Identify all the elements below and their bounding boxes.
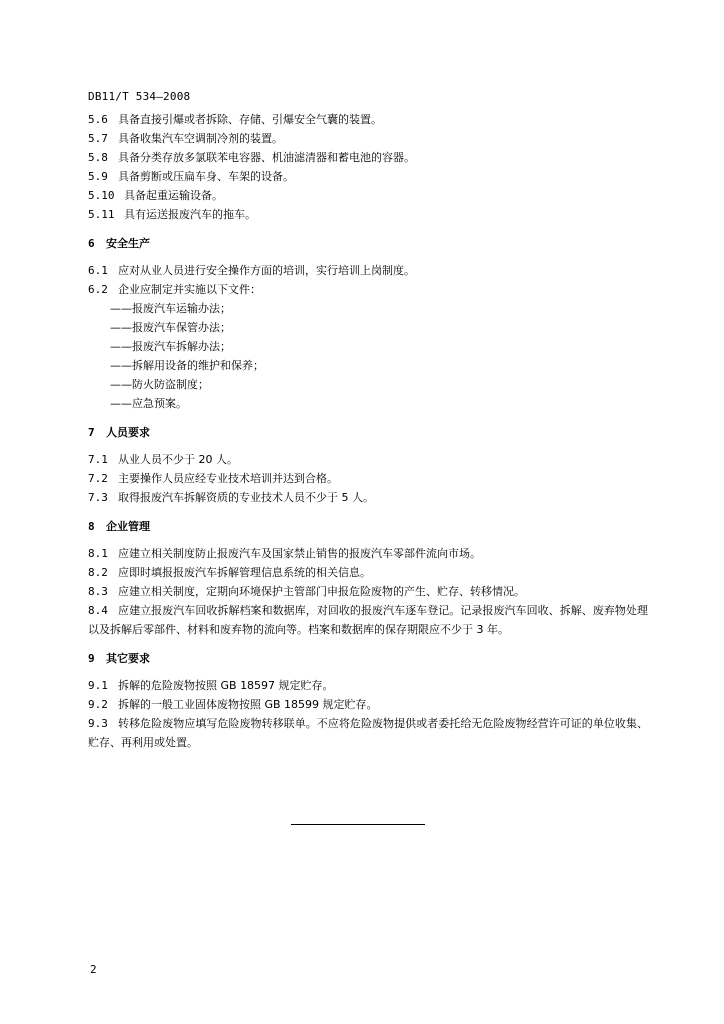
document-list-item: ——报废汽车拆解办法； — [110, 340, 231, 353]
clause-text: 具备分类存放多氯联苯电容器、机油滤清器和蓄电池的容器。 — [118, 151, 415, 164]
clause-8-4 — [88, 601, 648, 639]
section-title: 企业管理 — [106, 520, 150, 533]
clause-5-10 — [88, 186, 648, 205]
clause-6-1 — [88, 261, 648, 280]
clause-number: 5.10 — [88, 189, 115, 202]
end-of-document-rule — [291, 824, 425, 825]
document-list-item: ——报废汽车运输办法； — [110, 302, 231, 315]
clause-number: 9.2 — [88, 698, 108, 711]
clause-text: 拆解的一般工业固体废物按照 GB 18599 规定贮存。 — [118, 698, 378, 711]
clause-text: 应建立报废汽车回收拆解档案和数据库，对回收的报废汽车逐车登记。记录报废汽车回收、拆解、废弃物处理以及拆解后零部件、材料和废弃物的流向等。档案和数据库的保存期限应不少于 3 年。 — [88, 604, 648, 636]
clause-number: 8.2 — [88, 566, 108, 579]
section-number: 7 — [88, 426, 95, 439]
document-list-item: ——应急预案。 — [110, 397, 187, 410]
clause-number: 8.3 — [88, 585, 108, 598]
document-list-item: ——拆解用设备的维护和保养； — [110, 359, 264, 372]
clause-7-1 — [88, 450, 648, 469]
clause-8-2 — [88, 563, 648, 582]
clause-8-1 — [88, 544, 648, 563]
section-title: 安全生产 — [106, 237, 150, 250]
clause-number: 5.8 — [88, 151, 108, 164]
section-heading-9 — [88, 649, 648, 668]
section-heading-8 — [88, 517, 648, 536]
clause-5-11 — [88, 205, 648, 224]
clause-text: 具备剪断或压扁车身、车架的设备。 — [118, 170, 294, 183]
clause-text: 具有运送报废汽车的拖车。 — [124, 208, 256, 221]
clause-6-2 — [88, 280, 648, 299]
clause-number: 9.3 — [88, 717, 108, 730]
section-title: 人员要求 — [106, 426, 150, 439]
clause-9-2 — [88, 695, 648, 714]
clause-text: 具备直接引爆或者拆除、存储、引爆安全气囊的装置。 — [118, 113, 382, 126]
section-heading-7 — [88, 423, 648, 442]
clause-text: 应对从业人员进行安全操作方面的培训，实行培训上岗制度。 — [118, 264, 415, 277]
section-number: 8 — [88, 520, 95, 533]
clause-text: 应建立相关制度防止报废汽车及国家禁止销售的报废汽车零部件流向市场。 — [118, 547, 481, 560]
section-number: 6 — [88, 237, 95, 250]
clause-number: 7.1 — [88, 453, 108, 466]
clause-number: 6.1 — [88, 264, 108, 277]
clause-text: 应建立相关制度，定期向环境保护主管部门申报危险废物的产生、贮存、转移情况。 — [118, 585, 525, 598]
document-list-item: ——防火防盗制度； — [110, 378, 209, 391]
clause-9-1 — [88, 676, 648, 695]
clause-8-3 — [88, 582, 648, 601]
clause-number: 8.4 — [88, 604, 108, 617]
clause-9-3 — [88, 714, 648, 752]
page-number: 2 — [90, 963, 97, 976]
document-list-item: ——报废汽车保管办法； — [110, 321, 231, 334]
section-heading-6 — [88, 234, 648, 253]
clause-text: 具备起重运输设备。 — [124, 189, 223, 202]
clause-text: 具备收集汽车空调制冷剂的装置。 — [118, 132, 283, 145]
clause-number: 5.11 — [88, 208, 115, 221]
clause-number: 5.7 — [88, 132, 108, 145]
clause-5-9 — [88, 167, 648, 186]
clause-7-3 — [88, 488, 648, 507]
clause-text: 应即时填报报废汽车拆解管理信息系统的相关信息。 — [118, 566, 371, 579]
clause-text: 从业人员不少于 20 人。 — [118, 453, 238, 466]
clause-number: 8.1 — [88, 547, 108, 560]
clause-5-8 — [88, 148, 648, 167]
clause-text: 主要操作人员应经专业技术培训并达到合格。 — [118, 472, 338, 485]
section-number: 9 — [88, 652, 95, 665]
clause-text: 企业应制定并实施以下文件： — [118, 283, 261, 296]
clause-5-6 — [88, 110, 648, 129]
clause-text: 拆解的危险废物按照 GB 18597 规定贮存。 — [118, 679, 334, 692]
clause-5-7 — [88, 129, 648, 148]
clause-number: 9.1 — [88, 679, 108, 692]
clause-number: 6.2 — [88, 283, 108, 296]
clause-number: 5.9 — [88, 170, 108, 183]
clause-number: 5.6 — [88, 113, 108, 126]
section-title: 其它要求 — [106, 652, 150, 665]
clause-text: 转移危险废物应填写危险废物转移联单。不应将危险废物提供或者委托给无危险废物经营许可证的单位收集、贮存、再利用或处置。 — [88, 717, 648, 749]
clause-7-2 — [88, 469, 648, 488]
clause-text: 取得报废汽车拆解资质的专业技术人员不少于 5 人。 — [118, 491, 374, 504]
standard-code: DB11/T 534—2008 — [88, 90, 191, 103]
clause-number: 7.3 — [88, 491, 108, 504]
document-body — [88, 110, 648, 752]
clause-number: 7.2 — [88, 472, 108, 485]
